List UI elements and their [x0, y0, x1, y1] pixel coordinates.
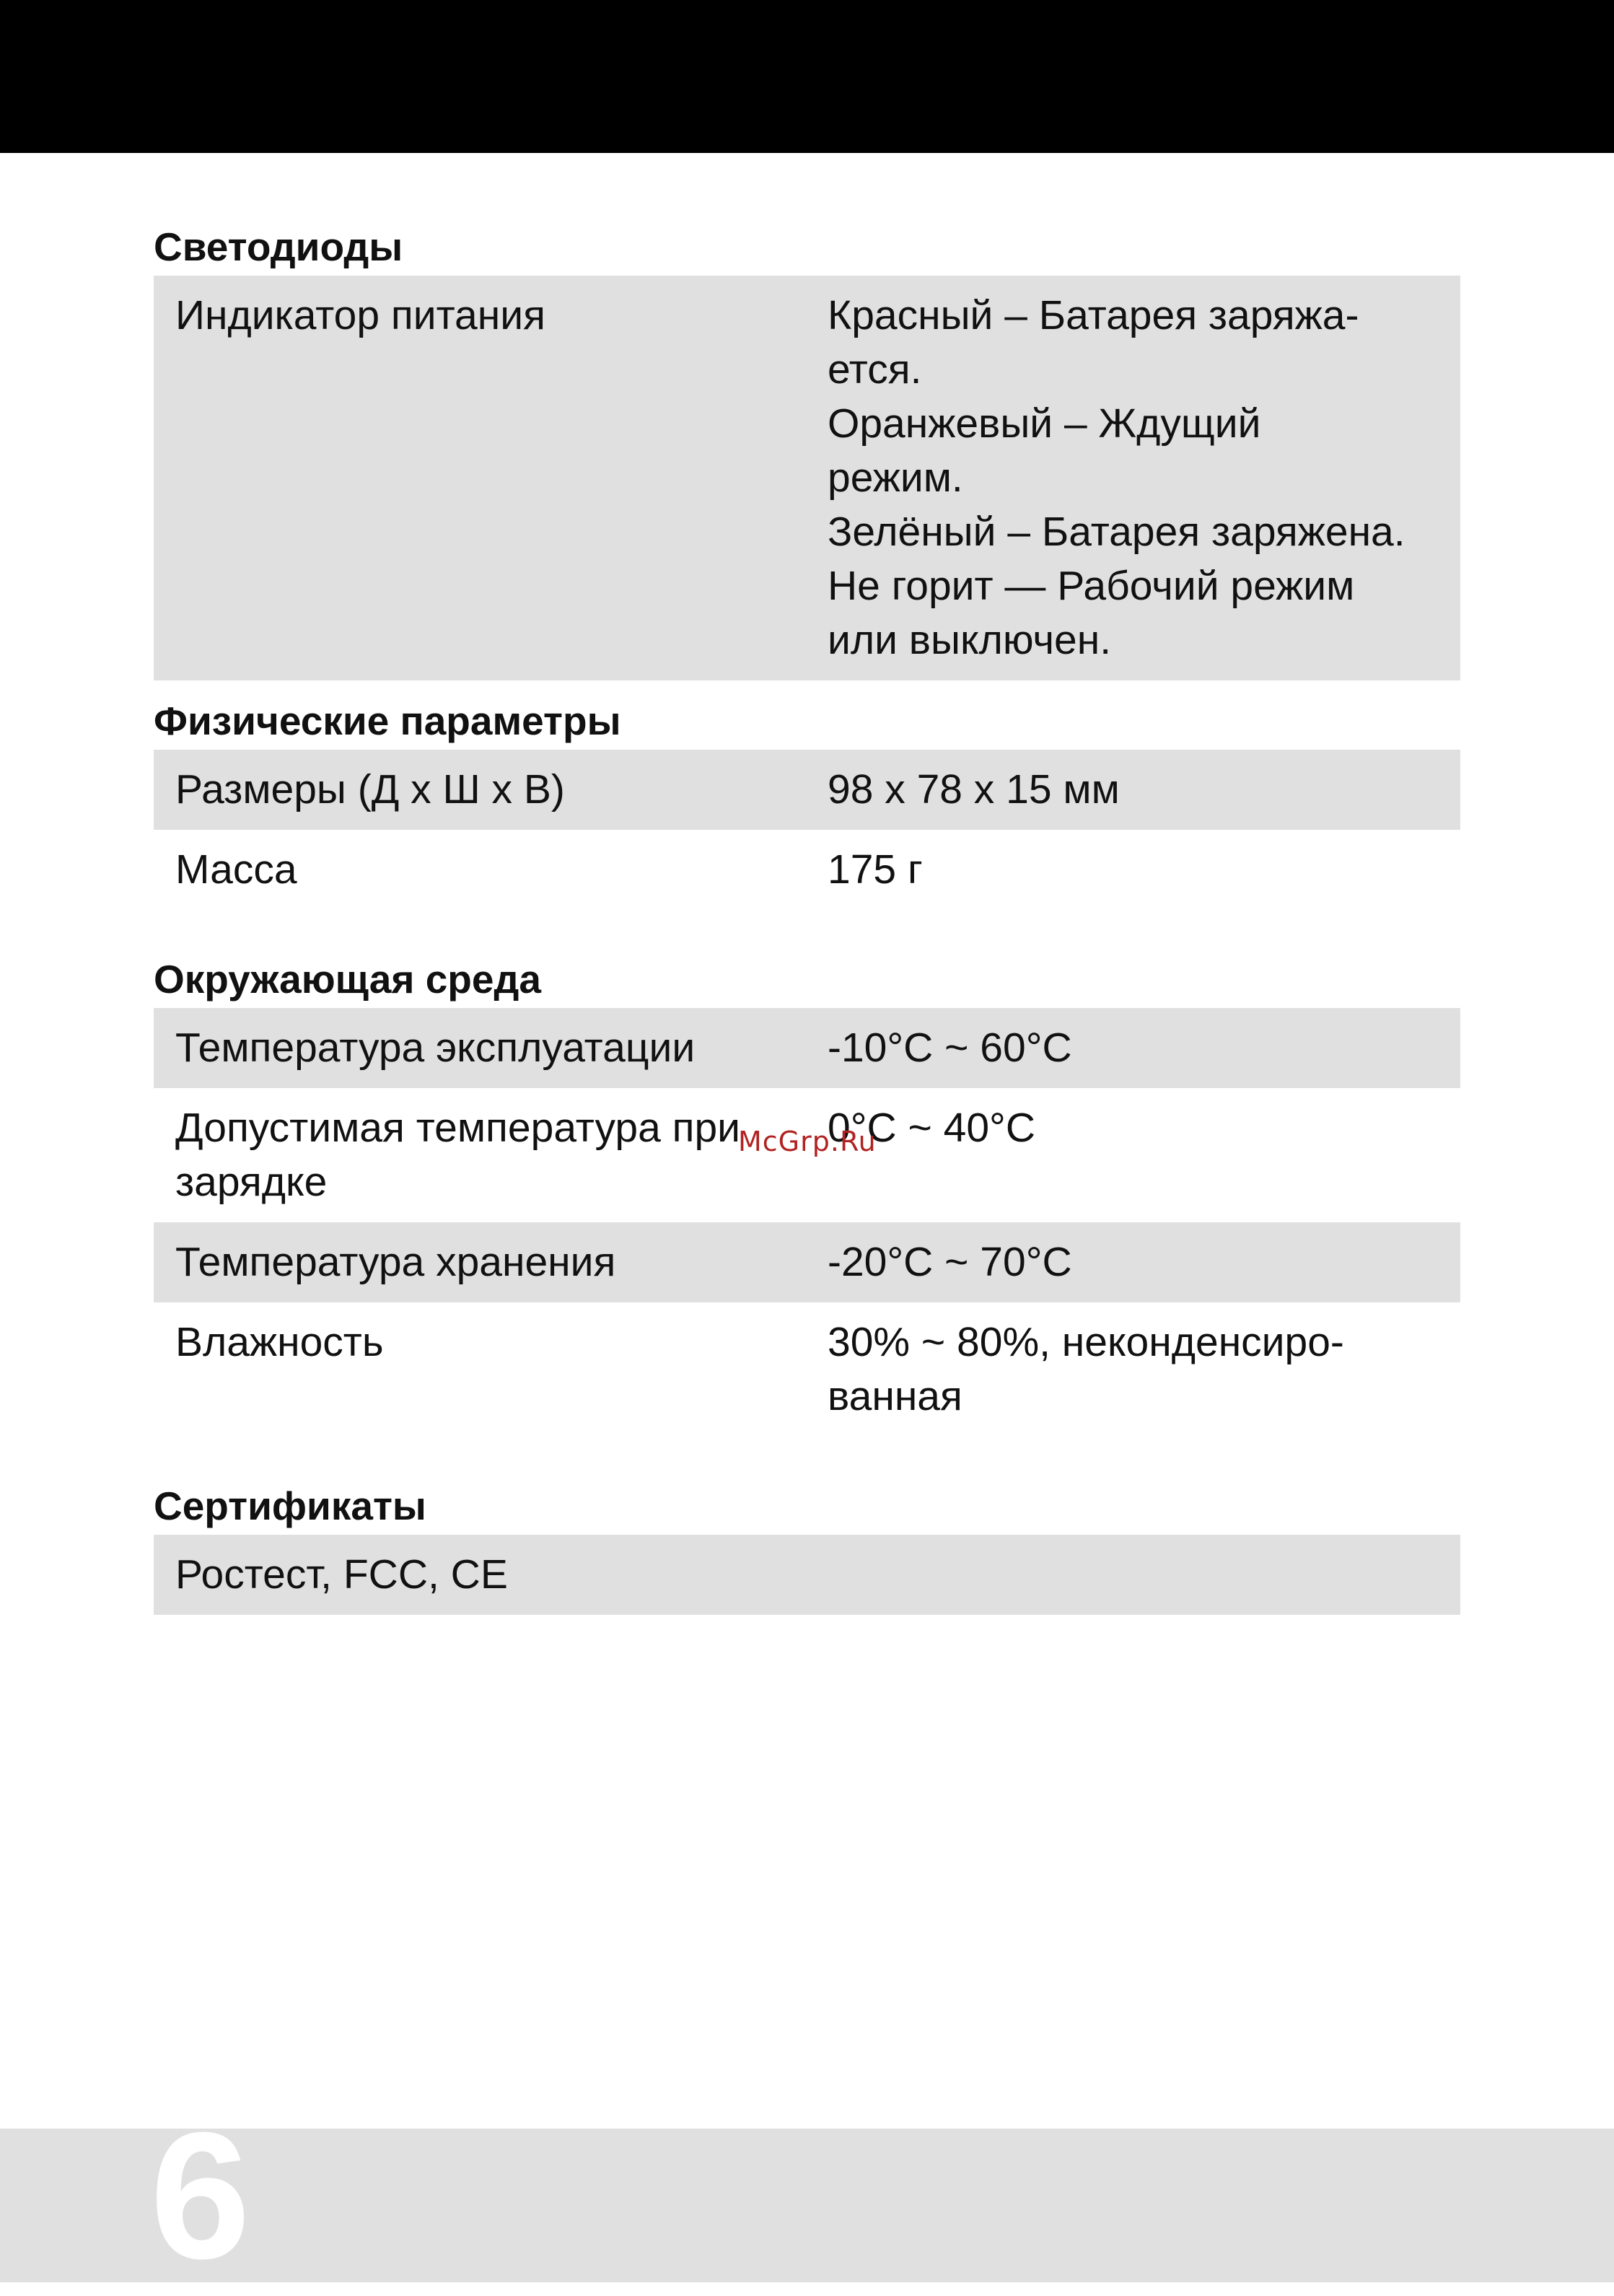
spec-value: -10°C ~ 60°C	[828, 1025, 1072, 1071]
table-row	[154, 276, 1460, 680]
spec-value-line: Не горит — Рабочий режим	[828, 563, 1355, 609]
spec-value-line: режим.	[828, 455, 963, 501]
section-title-environment: Окружающая среда	[154, 957, 541, 1002]
table-row	[154, 1008, 1460, 1088]
spec-table-certificates	[154, 1535, 1460, 1615]
spec-value: 175 г	[828, 846, 923, 893]
header-bar	[0, 0, 1614, 153]
table-row	[154, 1302, 1460, 1437]
watermark-text: McGrp.Ru	[738, 1126, 877, 1157]
table-row	[154, 830, 1460, 910]
spec-label	[175, 1101, 828, 1209]
table-row	[154, 1535, 1460, 1615]
spec-label-line: Допустимая температура при	[175, 1105, 741, 1151]
spec-value-line: Зелёный – Батарея заряжена.	[828, 509, 1405, 555]
table-row	[154, 1222, 1460, 1302]
spec-label: Температура хранения	[175, 1239, 616, 1285]
spec-label: Влажность	[175, 1319, 384, 1365]
spec-table-physical	[154, 750, 1460, 910]
section-title-leds: Светодиоды	[154, 224, 403, 269]
spec-value-line: 30% ~ 80%, неконденсиро-	[828, 1319, 1344, 1365]
table-row	[154, 750, 1460, 830]
spec-label: Размеры (Д x Ш x В)	[175, 766, 565, 812]
spec-value-line: ется.	[828, 346, 922, 393]
spec-label: Индикатор питания	[175, 292, 545, 338]
spec-label-line: зарядке	[175, 1159, 328, 1205]
spec-value: Ростест, FCC, CE	[175, 1551, 508, 1598]
spec-value-line: или выключен.	[828, 617, 1112, 663]
spec-value: -20°C ~ 70°C	[828, 1239, 1072, 1285]
spec-value	[828, 1315, 1439, 1424]
spec-table-leds	[154, 276, 1460, 680]
spec-content	[154, 216, 1460, 1615]
spec-label: Масса	[175, 846, 297, 893]
spec-value	[828, 289, 1439, 667]
spec-value-line: ванная	[828, 1373, 962, 1419]
section-title-physical: Физические параметры	[154, 698, 621, 743]
spec-value-line: Красный – Батарея заряжа-	[828, 292, 1359, 338]
spec-value-line: Оранжевый – Ждущий	[828, 400, 1261, 447]
spec-value: 0°C ~ 40°C	[828, 1105, 1035, 1151]
spec-label: Температура эксплуатации	[175, 1025, 696, 1071]
spec-value: 98 x 78 x 15 мм	[828, 766, 1120, 812]
spec-table-environment	[154, 1008, 1460, 1437]
page-number: 6	[150, 2095, 251, 2296]
section-title-certificates: Сертификаты	[154, 1484, 426, 1528]
